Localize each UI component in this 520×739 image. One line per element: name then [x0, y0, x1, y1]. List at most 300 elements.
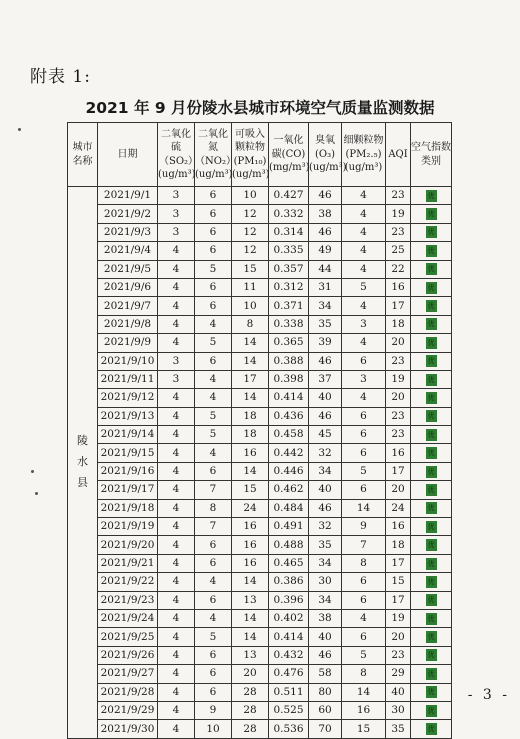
cell-o3: 46 [309, 223, 342, 241]
cell-no2: 6 [195, 462, 232, 480]
cell-pm25: 4 [342, 334, 386, 352]
cell-o3: 60 [309, 701, 342, 719]
cell-category [411, 518, 452, 536]
cell-o3: 32 [309, 518, 342, 536]
table-row [68, 536, 452, 554]
category-badge: 优 [427, 246, 435, 255]
table-row [68, 591, 452, 609]
cell-pm25: 3 [342, 315, 386, 333]
cell-aqi: 20 [386, 389, 411, 407]
category-badge: 优 [427, 725, 435, 734]
cell-category [411, 536, 452, 554]
cell-category [411, 701, 452, 719]
cell-so2: 4 [158, 518, 195, 536]
cell-aqi: 40 [386, 683, 411, 701]
cell-o3: 30 [309, 573, 342, 591]
cell-o3: 49 [309, 242, 342, 260]
cell-no2: 6 [195, 205, 232, 223]
cell-no2: 6 [195, 665, 232, 683]
cell-aqi: 23 [386, 407, 411, 425]
cell-so2: 4 [158, 278, 195, 296]
cell-date: 2021/9/1 [98, 187, 158, 205]
cell-no2: 4 [195, 444, 232, 462]
cell-date: 2021/9/19 [98, 518, 158, 536]
cell-date: 2021/9/14 [98, 426, 158, 444]
cell-so2: 4 [158, 628, 195, 646]
cell-category [411, 352, 452, 370]
cell-o3: 46 [309, 407, 342, 425]
table-body [68, 187, 452, 739]
cell-co: 0.484 [269, 499, 309, 517]
cell-pm10: 16 [232, 536, 269, 554]
cell-date: 2021/9/16 [98, 462, 158, 480]
cell-pm10: 10 [232, 187, 269, 205]
cell-no2: 6 [195, 278, 232, 296]
cell-pm10: 11 [232, 278, 269, 296]
cell-pm10: 13 [232, 591, 269, 609]
cell-category [411, 223, 452, 241]
appendix-label: 附表 1: [30, 67, 91, 87]
cell-category [411, 665, 452, 683]
cell-so2: 4 [158, 591, 195, 609]
cell-aqi: 16 [386, 278, 411, 296]
cell-category [411, 628, 452, 646]
cell-category [411, 389, 452, 407]
cell-pm25: 3 [342, 370, 386, 388]
cell-pm10: 14 [232, 389, 269, 407]
cell-no2: 5 [195, 334, 232, 352]
cell-category [411, 242, 452, 260]
header-date: 日期 [98, 123, 158, 187]
cell-no2: 6 [195, 223, 232, 241]
cell-so2: 4 [158, 554, 195, 572]
cell-pm25: 4 [342, 297, 386, 315]
cell-so2: 4 [158, 481, 195, 499]
table-row [68, 720, 452, 738]
cell-so2: 4 [158, 444, 195, 462]
cell-co: 0.332 [269, 205, 309, 223]
cell-date: 2021/9/8 [98, 315, 158, 333]
header-o3: 臭氧(O₃)(ug/m³) [309, 123, 342, 187]
cell-aqi: 23 [386, 223, 411, 241]
scan-speck [31, 470, 34, 473]
cell-aqi: 17 [386, 554, 411, 572]
cell-date: 2021/9/12 [98, 389, 158, 407]
header-city: 城市名称 [68, 123, 98, 187]
cell-pm25: 6 [342, 591, 386, 609]
cell-pm25: 5 [342, 462, 386, 480]
category-badge: 优 [427, 467, 435, 476]
cell-o3: 34 [309, 462, 342, 480]
cell-so2: 4 [158, 462, 195, 480]
table-row [68, 609, 452, 627]
cell-pm25: 9 [342, 518, 386, 536]
cell-o3: 32 [309, 444, 342, 462]
table-row [68, 389, 452, 407]
category-badge: 优 [427, 633, 435, 642]
cell-category [411, 187, 452, 205]
cell-date: 2021/9/28 [98, 683, 158, 701]
cell-no2: 5 [195, 260, 232, 278]
cell-no2: 4 [195, 389, 232, 407]
cell-pm10: 28 [232, 683, 269, 701]
cell-date: 2021/9/17 [98, 481, 158, 499]
cell-date: 2021/9/4 [98, 242, 158, 260]
scan-speck [35, 492, 38, 495]
cell-no2: 4 [195, 609, 232, 627]
cell-no2: 6 [195, 352, 232, 370]
cell-co: 0.491 [269, 518, 309, 536]
cell-pm25: 6 [342, 481, 386, 499]
cell-co: 0.386 [269, 573, 309, 591]
cell-so2: 4 [158, 701, 195, 719]
cell-pm25: 14 [342, 683, 386, 701]
cell-category [411, 370, 452, 388]
cell-no2: 4 [195, 573, 232, 591]
cell-o3: 35 [309, 536, 342, 554]
category-badge: 优 [427, 614, 435, 623]
cell-aqi: 19 [386, 609, 411, 627]
cell-so2: 4 [158, 665, 195, 683]
cell-pm10: 14 [232, 609, 269, 627]
cell-co: 0.357 [269, 260, 309, 278]
header-aqi: AQI [386, 123, 411, 187]
cell-category [411, 609, 452, 627]
cell-aqi: 15 [386, 573, 411, 591]
cell-pm10: 28 [232, 720, 269, 738]
cell-o3: 40 [309, 481, 342, 499]
cell-aqi: 25 [386, 242, 411, 260]
cell-no2: 6 [195, 187, 232, 205]
cell-date: 2021/9/18 [98, 499, 158, 517]
table-row [68, 297, 452, 315]
cell-pm25: 4 [342, 609, 386, 627]
header-co: 一氧化碳(CO)(mg/m³) [269, 123, 309, 187]
cell-pm25: 5 [342, 646, 386, 664]
category-badge: 优 [427, 228, 435, 237]
cell-o3: 38 [309, 205, 342, 223]
cell-aqi: 17 [386, 297, 411, 315]
cell-no2: 6 [195, 242, 232, 260]
cell-o3: 31 [309, 278, 342, 296]
category-badge: 优 [427, 504, 435, 513]
cell-so2: 4 [158, 499, 195, 517]
cell-date: 2021/9/30 [98, 720, 158, 738]
cell-category [411, 297, 452, 315]
cell-no2: 5 [195, 628, 232, 646]
cell-category [411, 720, 452, 738]
cell-category [411, 481, 452, 499]
cell-date: 2021/9/2 [98, 205, 158, 223]
cell-co: 0.335 [269, 242, 309, 260]
category-badge: 优 [427, 596, 435, 605]
cell-pm10: 18 [232, 407, 269, 425]
cell-no2: 6 [195, 683, 232, 701]
cell-so2: 4 [158, 297, 195, 315]
cell-o3: 40 [309, 389, 342, 407]
cell-so2: 4 [158, 536, 195, 554]
cell-aqi: 20 [386, 628, 411, 646]
category-badge: 优 [427, 577, 435, 586]
cell-no2: 7 [195, 518, 232, 536]
cell-category [411, 260, 452, 278]
header-pm10: 可吸入颗粒物(PM₁₀)(ug/m³) [232, 123, 269, 187]
cell-date: 2021/9/20 [98, 536, 158, 554]
cell-pm10: 15 [232, 260, 269, 278]
cell-pm10: 18 [232, 426, 269, 444]
table-row [68, 242, 452, 260]
cell-o3: 38 [309, 609, 342, 627]
cell-pm25: 7 [342, 536, 386, 554]
cell-co: 0.414 [269, 389, 309, 407]
category-badge: 优 [427, 375, 435, 384]
cell-so2: 4 [158, 573, 195, 591]
table-row [68, 205, 452, 223]
cell-no2: 9 [195, 701, 232, 719]
cell-co: 0.436 [269, 407, 309, 425]
cell-pm10: 16 [232, 518, 269, 536]
cell-date: 2021/9/15 [98, 444, 158, 462]
cell-co: 0.458 [269, 426, 309, 444]
cell-o3: 39 [309, 334, 342, 352]
category-badge: 优 [427, 669, 435, 678]
table-row [68, 573, 452, 591]
category-badge: 优 [427, 449, 435, 458]
cell-so2: 4 [158, 609, 195, 627]
cell-pm25: 6 [342, 352, 386, 370]
cell-date: 2021/9/27 [98, 665, 158, 683]
cell-no2: 6 [195, 646, 232, 664]
table-row [68, 628, 452, 646]
cell-pm10: 12 [232, 242, 269, 260]
cell-no2: 7 [195, 481, 232, 499]
cell-so2: 3 [158, 205, 195, 223]
cell-co: 0.432 [269, 646, 309, 664]
cell-so2: 3 [158, 352, 195, 370]
cell-category [411, 315, 452, 333]
category-badge: 优 [427, 320, 435, 329]
cell-co: 0.476 [269, 665, 309, 683]
table-row [68, 352, 452, 370]
cell-date: 2021/9/29 [98, 701, 158, 719]
cell-date: 2021/9/24 [98, 609, 158, 627]
cell-aqi: 35 [386, 720, 411, 738]
cell-no2: 8 [195, 499, 232, 517]
cell-aqi: 16 [386, 444, 411, 462]
cell-category [411, 573, 452, 591]
cell-pm25: 4 [342, 389, 386, 407]
table-row [68, 701, 452, 719]
cell-co: 0.388 [269, 352, 309, 370]
category-badge: 优 [427, 283, 435, 292]
cell-no2: 4 [195, 315, 232, 333]
cell-category [411, 554, 452, 572]
cell-aqi: 17 [386, 591, 411, 609]
cell-date: 2021/9/10 [98, 352, 158, 370]
category-badge: 优 [427, 651, 435, 660]
cell-o3: 44 [309, 260, 342, 278]
cell-co: 0.371 [269, 297, 309, 315]
cell-pm25: 4 [342, 187, 386, 205]
header-no2: 二氧化氮（NO₂）(ug/m³) [195, 123, 232, 187]
category-badge: 优 [427, 302, 435, 311]
cell-o3: 80 [309, 683, 342, 701]
cell-aqi: 18 [386, 536, 411, 554]
table-row [68, 481, 452, 499]
cell-co: 0.442 [269, 444, 309, 462]
table-header-row [68, 123, 452, 187]
cell-pm25: 5 [342, 278, 386, 296]
cell-pm25: 6 [342, 426, 386, 444]
cell-date: 2021/9/23 [98, 591, 158, 609]
cell-date: 2021/9/13 [98, 407, 158, 425]
cell-co: 0.402 [269, 609, 309, 627]
category-badge: 优 [427, 191, 435, 200]
cell-so2: 4 [158, 315, 195, 333]
cell-no2: 4 [195, 370, 232, 388]
cell-co: 0.525 [269, 701, 309, 719]
table-row [68, 278, 452, 296]
table-row [68, 187, 452, 205]
category-badge: 优 [427, 265, 435, 274]
cell-date: 2021/9/11 [98, 370, 158, 388]
table-row [68, 665, 452, 683]
cell-o3: 40 [309, 628, 342, 646]
category-badge: 优 [427, 541, 435, 550]
category-badge: 优 [427, 393, 435, 402]
category-badge: 优 [427, 338, 435, 347]
cell-pm10: 17 [232, 370, 269, 388]
cell-co: 0.446 [269, 462, 309, 480]
page-number: - 3 - [467, 687, 510, 703]
cell-so2: 4 [158, 242, 195, 260]
table-row [68, 426, 452, 444]
document-title: 2021 年 9 月份陵水县城市环境空气质量监测数据 [85, 99, 435, 117]
air-quality-table [67, 122, 452, 739]
cell-pm25: 4 [342, 205, 386, 223]
cell-aqi: 22 [386, 260, 411, 278]
cell-date: 2021/9/9 [98, 334, 158, 352]
cell-pm10: 14 [232, 352, 269, 370]
cell-pm25: 4 [342, 260, 386, 278]
cell-co: 0.462 [269, 481, 309, 499]
cell-pm10: 28 [232, 701, 269, 719]
cell-date: 2021/9/22 [98, 573, 158, 591]
cell-date: 2021/9/5 [98, 260, 158, 278]
cell-pm25: 6 [342, 407, 386, 425]
cell-category [411, 646, 452, 664]
cell-category [411, 499, 452, 517]
cell-pm25: 4 [342, 242, 386, 260]
cell-o3: 46 [309, 646, 342, 664]
cell-pm25: 6 [342, 444, 386, 462]
cell-pm25: 8 [342, 665, 386, 683]
cell-pm10: 15 [232, 481, 269, 499]
table-row [68, 646, 452, 664]
cell-pm25: 6 [342, 628, 386, 646]
cell-category [411, 407, 452, 425]
table-row [68, 260, 452, 278]
table-row [68, 554, 452, 572]
cell-so2: 3 [158, 223, 195, 241]
cell-pm10: 13 [232, 646, 269, 664]
cell-pm25: 14 [342, 499, 386, 517]
table-row [68, 499, 452, 517]
cell-pm10: 20 [232, 665, 269, 683]
cell-aqi: 16 [386, 518, 411, 536]
cell-category [411, 426, 452, 444]
category-badge: 优 [427, 210, 435, 219]
category-badge: 优 [427, 430, 435, 439]
cell-aqi: 24 [386, 499, 411, 517]
cell-o3: 37 [309, 370, 342, 388]
cell-co: 0.427 [269, 187, 309, 205]
cell-aqi: 29 [386, 665, 411, 683]
cell-date: 2021/9/26 [98, 646, 158, 664]
table-row [68, 223, 452, 241]
cell-o3: 35 [309, 315, 342, 333]
cell-pm10: 14 [232, 462, 269, 480]
cell-so2: 3 [158, 370, 195, 388]
cell-aqi: 23 [386, 426, 411, 444]
cell-co: 0.314 [269, 223, 309, 241]
cell-date: 2021/9/25 [98, 628, 158, 646]
table-row [68, 315, 452, 333]
header-so2: 二氧化硫（SO₂）(ug/m³) [158, 123, 195, 187]
cell-date: 2021/9/6 [98, 278, 158, 296]
cell-co: 0.465 [269, 554, 309, 572]
cell-o3: 46 [309, 352, 342, 370]
city-name-cell: 陵水县 [68, 187, 98, 739]
cell-o3: 70 [309, 720, 342, 738]
cell-category [411, 278, 452, 296]
cell-pm25: 16 [342, 701, 386, 719]
header-pm25: 细颗粒物(PM₂.₅)(ug/m³) [342, 123, 386, 187]
cell-so2: 4 [158, 407, 195, 425]
category-badge: 优 [427, 412, 435, 421]
cell-pm25: 15 [342, 720, 386, 738]
cell-so2: 4 [158, 334, 195, 352]
cell-date: 2021/9/7 [98, 297, 158, 315]
cell-co: 0.398 [269, 370, 309, 388]
cell-co: 0.312 [269, 278, 309, 296]
header-category: 空气指数类别 [411, 123, 452, 187]
cell-aqi: 23 [386, 646, 411, 664]
cell-pm10: 24 [232, 499, 269, 517]
category-badge: 优 [427, 485, 435, 494]
cell-aqi: 23 [386, 187, 411, 205]
cell-so2: 4 [158, 426, 195, 444]
cell-pm10: 16 [232, 554, 269, 572]
category-badge: 优 [427, 706, 435, 715]
cell-no2: 5 [195, 426, 232, 444]
cell-aqi: 23 [386, 352, 411, 370]
cell-no2: 10 [195, 720, 232, 738]
cell-category [411, 683, 452, 701]
category-badge: 优 [427, 522, 435, 531]
cell-co: 0.396 [269, 591, 309, 609]
cell-so2: 4 [158, 260, 195, 278]
cell-co: 0.511 [269, 683, 309, 701]
cell-category [411, 205, 452, 223]
cell-date: 2021/9/3 [98, 223, 158, 241]
cell-pm10: 16 [232, 444, 269, 462]
cell-no2: 6 [195, 536, 232, 554]
cell-no2: 6 [195, 554, 232, 572]
cell-category [411, 462, 452, 480]
table-row [68, 444, 452, 462]
cell-pm10: 12 [232, 205, 269, 223]
